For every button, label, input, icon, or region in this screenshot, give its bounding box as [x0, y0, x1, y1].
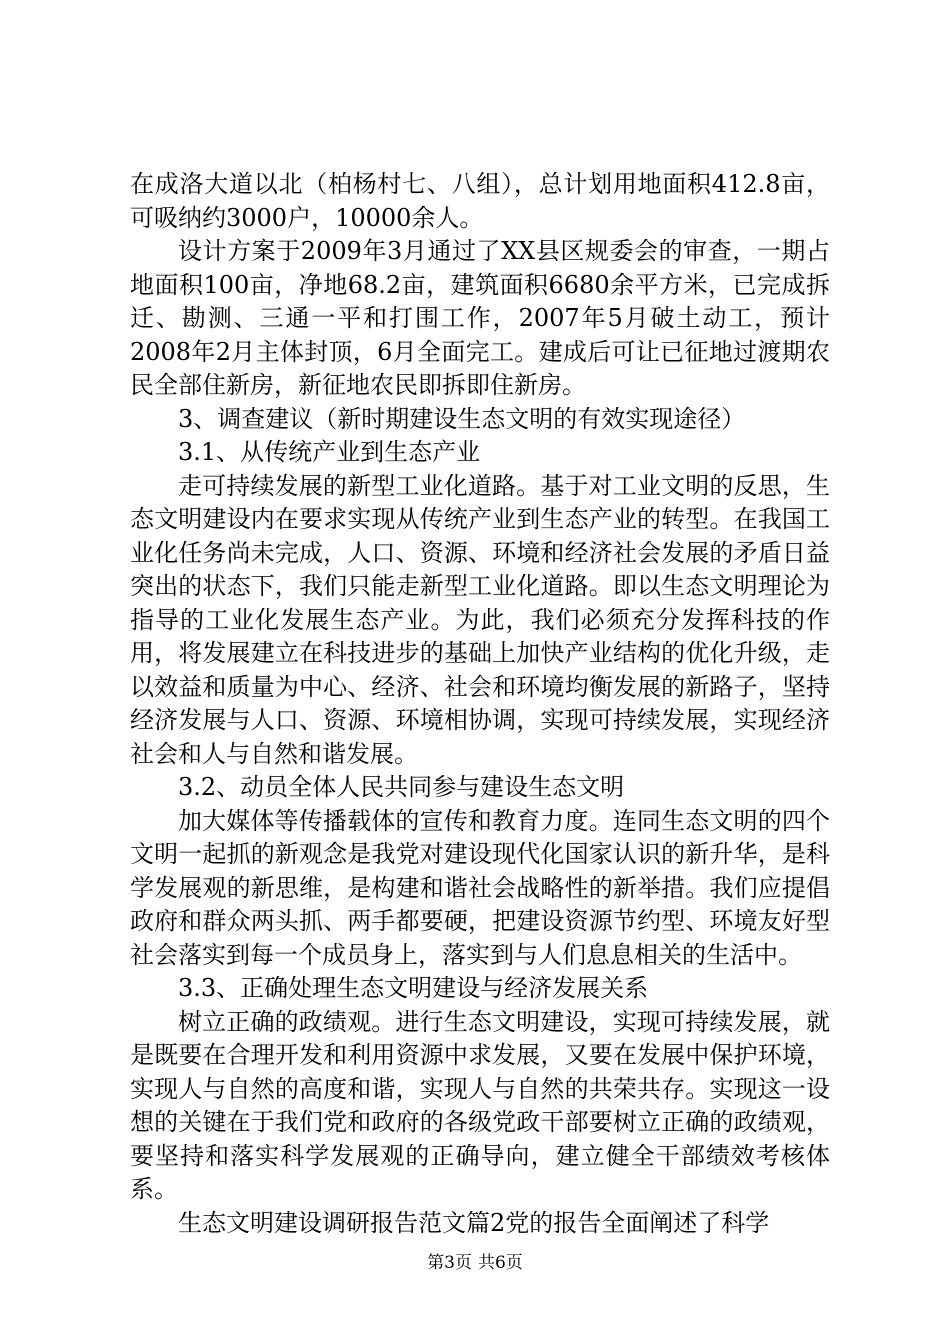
- document-body: [130, 168, 830, 1240]
- paragraph: 在成洛大道以北（柏杨村七、八组），总计划用地面积412.8亩，可吸纳约3000户，10000余人。: [130, 170, 830, 232]
- subsection-heading: 3.2、动员全体人民共同参与建设生态文明: [178, 773, 625, 801]
- subsection-heading: 3.3、正确处理生态文明建设与经济发展关系: [178, 974, 649, 1002]
- subsection-heading: 3.1、从传统产业到生态产业: [178, 438, 481, 466]
- page-number: 第3页: [427, 1253, 472, 1273]
- paragraph: 生态文明建设调研报告范文篇2党的报告全面阐述了科学: [178, 1208, 770, 1237]
- paragraph: 走可持续发展的新型工业化道路。基于对工业文明的反思，生态文明建设内在要求实现从传统产业到生态产业的转型。在我国工业化任务尚未完成，人口、资源、环境和经济社会发展的矛盾日益突出的状态下，我们只能走新型工业化道路。即以生态文明理论为指导的工业化发展生态产业。为此，我们必须充分发挥科技的作用，将发展建立在科技进步的基础上加快产业结构的优化升级，走以效益和质量为中心、经济、社会和环境均衡发展的新路子，坚持经济发展与人口、资源、环境相协调，实现可持续发展，实现经济社会和人与自然和谐发展。: [130, 471, 830, 768]
- paragraph: 设计方案于2009年3月通过了XX县区规委会的审查，一期占地面积100亩，净地68.2亩，建筑面积6680余平方米，已完成拆迁、勘测、三通一平和打围工作，2007年5月破土动工，预计2008年2月主体封顶，6月全面完工。建成后可让已征地过渡期农民全部住新房，新征地农民即拆即住新房。: [130, 237, 830, 399]
- page-footer: [0, 1248, 950, 1273]
- paragraph: 树立正确的政绩观。进行生态文明建设，实现可持续发展，就是既要在合理开发和利用资源中求发展，又要在发展中保护环境，实现人与自然的高度和谐，实现人与自然的共荣共存。实现这一设想的关键在于我们党和政府的各级党政干部要树立正确的政绩观，要坚持和落实科学发展观的正确导向，建立健全干部绩效考核体系。: [130, 1007, 830, 1203]
- paragraph: 加大媒体等传播载体的宣传和教育力度。连同生态文明的四个文明一起抓的新观念是我党对建设现代化国家认识的新升华，是科学发展观的新思维，是构建和谐社会战略性的新举措。我们应提倡政府和群众两头抓、两手都要硬，把建设资源节约型、环境友好型社会落实到每一个成员身上，落实到与人们息息相关的生活中。: [130, 806, 830, 969]
- page-total: 共6页: [478, 1253, 523, 1273]
- section-heading: 3、调查建议（新时期建设生态文明的有效实现途径）: [178, 404, 746, 433]
